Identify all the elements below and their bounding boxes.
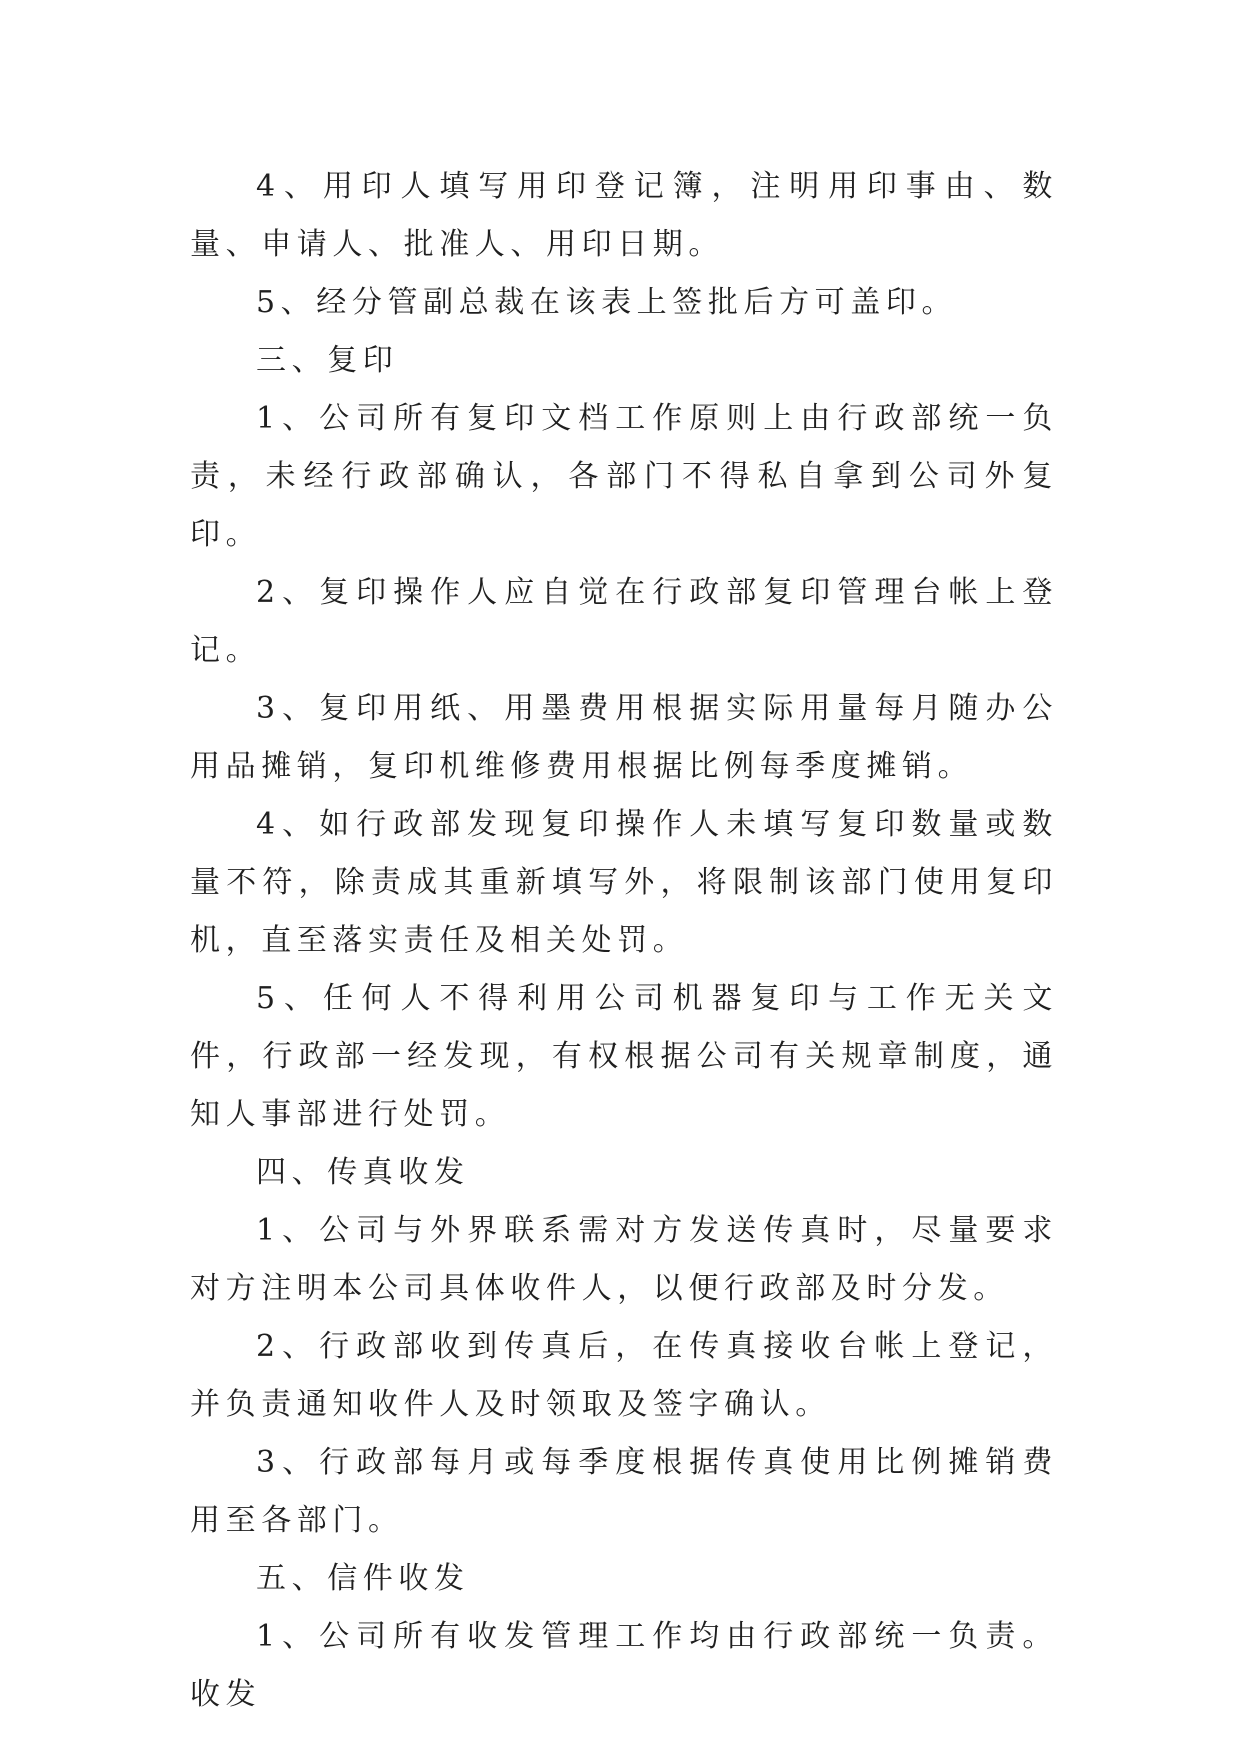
document-body bbox=[190, 158, 1058, 1724]
paragraph-seal-register: 4、用印人填写用印登记簿，注明用印事由、数量、申请人、批准人、用印日期。 bbox=[190, 169, 1058, 262]
paragraph-copying-personal-use: 5、任何人不得利用公司机器复印与工作无关文件，行政部一经发现，有权根据公司有关规章制度，通知人事部进行处罚。 bbox=[190, 981, 1058, 1132]
paragraph-copying-costs: 3、复印用纸、用墨费用根据实际用量每月随办公用品摊销，复印机维修费用根据比例每季度摊销。 bbox=[190, 691, 1058, 784]
section-heading-mail: 五、信件收发 bbox=[256, 1561, 470, 1596]
paragraph-copying-register: 2、复印操作人应自觉在行政部复印管理台帐上登记。 bbox=[190, 575, 1058, 668]
paragraph-copying-responsibility: 1、公司所有复印文档工作原则上由行政部统一负责，未经行政部确认，各部门不得私自拿到公司外复印。 bbox=[190, 401, 1058, 552]
section-heading-fax: 四、传真收发 bbox=[256, 1155, 470, 1190]
paragraph-fax-recipient: 1、公司与外界联系需对方发送传真时，尽量要求对方注明本公司具体收件人，以便行政部及时分发。 bbox=[190, 1213, 1058, 1306]
paragraph-mail-responsibility: 1、公司所有收发管理工作均由行政部统一负责。收发 bbox=[190, 1619, 1058, 1712]
paragraph-fax-costs: 3、行政部每月或每季度根据传真使用比例摊销费用至各部门。 bbox=[190, 1445, 1058, 1538]
paragraph-copying-violations: 4、如行政部发现复印操作人未填写复印数量或数量不符，除责成其重新填写外，将限制该部门使用复印机，直至落实责任及相关处罚。 bbox=[190, 807, 1058, 958]
paragraph-fax-register: 2、行政部收到传真后，在传真接收台帐上登记，并负责通知收件人及时领取及签字确认。 bbox=[190, 1329, 1058, 1422]
paragraph-seal-approval: 5、经分管副总裁在该表上签批后方可盖印。 bbox=[256, 285, 958, 320]
section-heading-copying: 三、复印 bbox=[256, 343, 399, 378]
